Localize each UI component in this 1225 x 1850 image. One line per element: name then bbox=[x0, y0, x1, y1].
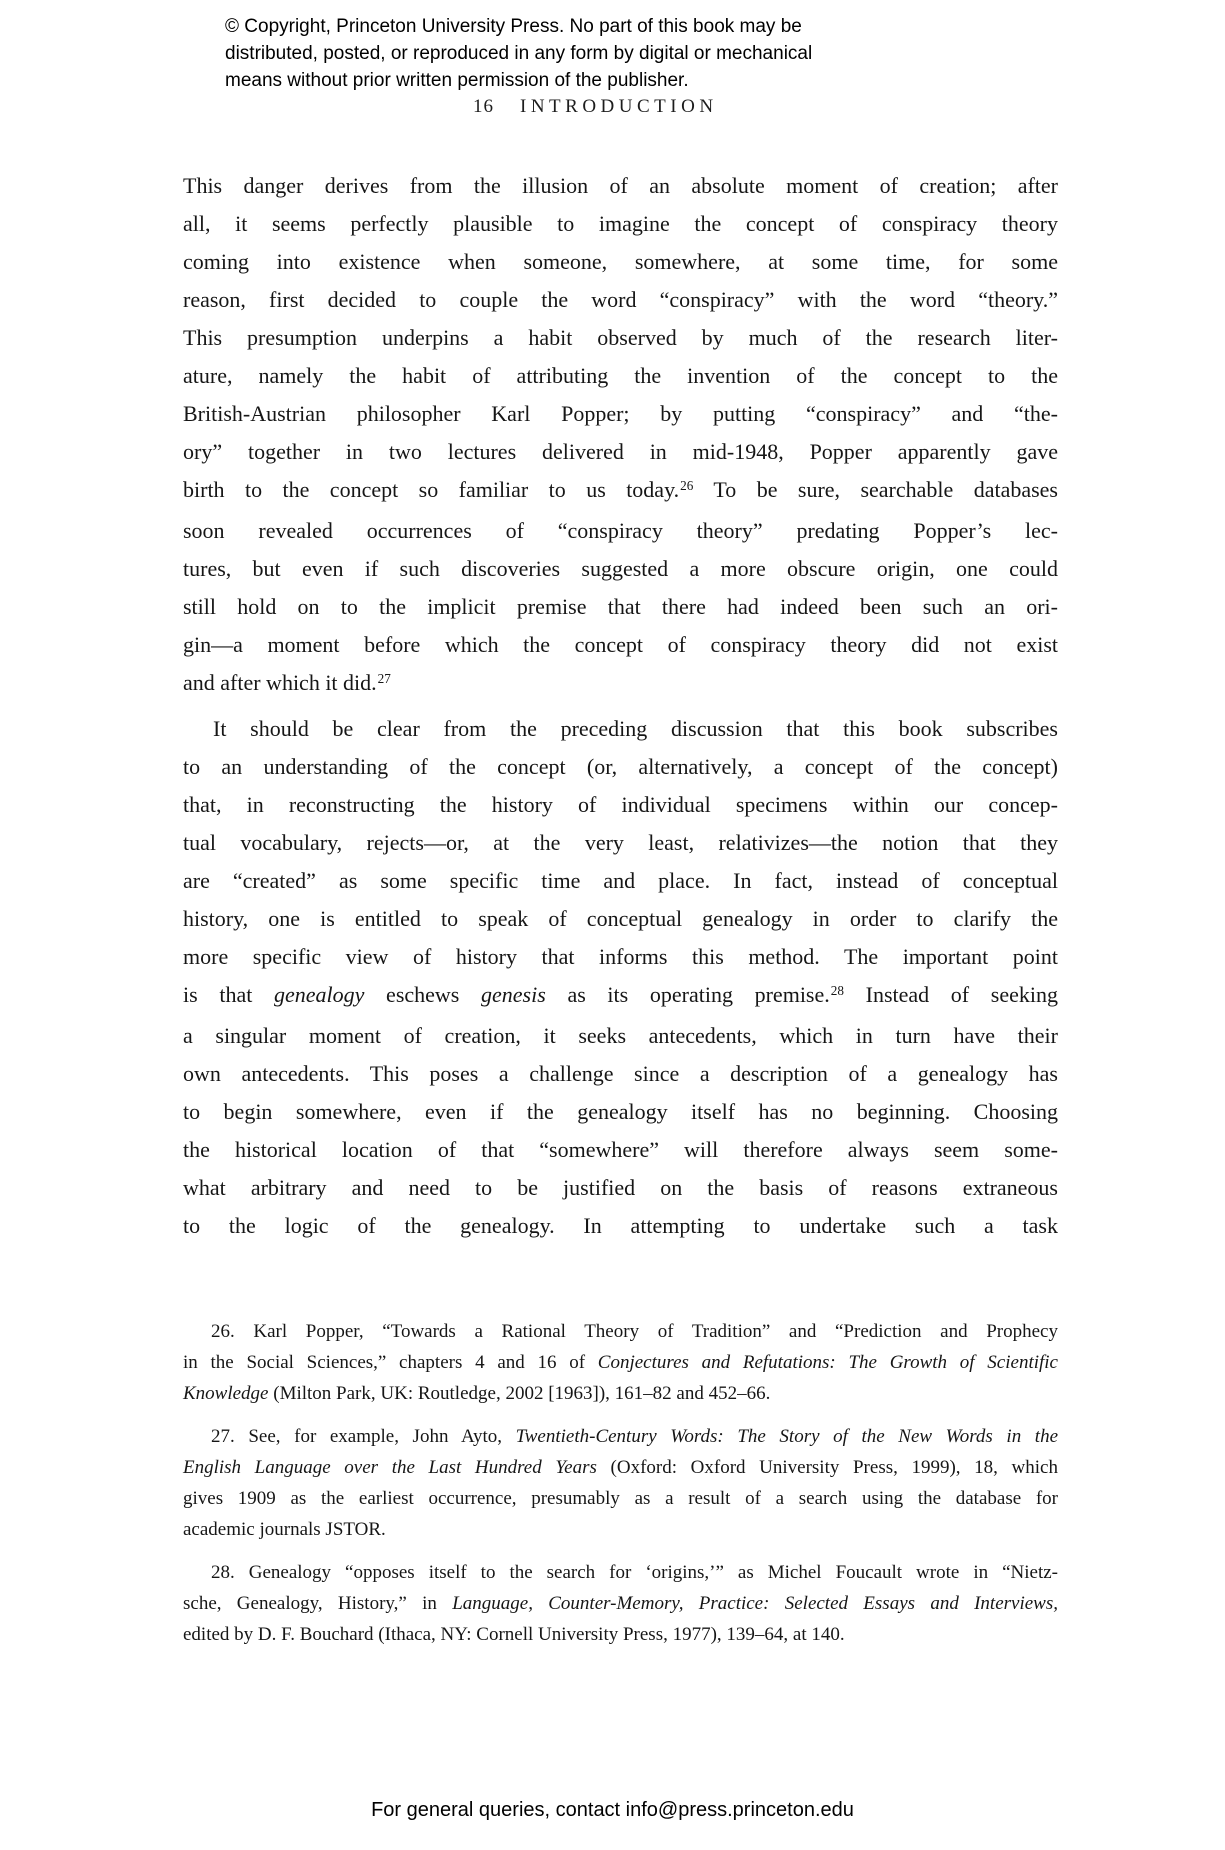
page-number: 16 bbox=[473, 96, 494, 117]
text-line: It should be clear from the preceding discussion that this book subscribes bbox=[213, 716, 1058, 741]
text-line: a singular moment of creation, it seeks antecedents, which in turn have their bbox=[183, 1023, 1058, 1048]
italic-text: Conjectures and Refutations: The Growth of Scientific bbox=[597, 1352, 1058, 1373]
text-line: gives 1909 as the earliest occurrence, presumably as a result of a search using the database for bbox=[183, 1488, 1058, 1509]
text-line: 27. See, for example, John Ayto, Twentieth-Century Words: The Story of the New Words in the bbox=[211, 1426, 1058, 1447]
text-line: British-Austrian philosopher Karl Popper; by putting “conspiracy” and “the- bbox=[183, 401, 1058, 426]
text-line: This presumption underpins a habit observed by much of the research liter- bbox=[183, 325, 1058, 350]
text-line: English Language over the Last Hundred Years (Oxford: Oxford University Press, 1999), 18, which bbox=[183, 1457, 1058, 1478]
text-line: tures, but even if such discoveries suggested a more obscure origin, one could bbox=[183, 556, 1058, 581]
running-head-title: INTRODUCTION bbox=[520, 96, 718, 117]
text-line: and after which it did.$^{27}$ bbox=[183, 670, 391, 695]
italic-text: Knowledge bbox=[183, 1383, 269, 1404]
text-line: ature, namely the habit of attributing the invention of the concept to the bbox=[183, 363, 1058, 388]
text-line: edited by D. F. Bouchard (Ithaca, NY: Cornell University Press, 1977), 139–64, at 140. bbox=[183, 1624, 845, 1645]
text-line: are “created” as some specific time and place. In fact, instead of conceptual bbox=[183, 868, 1058, 893]
text-line: what arbitrary and need to be justified on the basis of reasons extraneous bbox=[183, 1175, 1058, 1200]
italic-text: genesis bbox=[481, 982, 546, 1007]
italic-text: Language, Counter-Memory, Practice: Selected Essays and Interviews, bbox=[452, 1593, 1058, 1614]
text-line: is that genealogy eschews genesis as its operating premise.$^{28}$ Instead of seeking bbox=[183, 982, 1058, 1007]
text-line: birth to the concept so familiar to us today.$^{26}$ To be sure, searchable databases bbox=[183, 477, 1058, 502]
text-line: 28. Genealogy “opposes itself to the search for ‘origins,’” as Michel Foucault wrote in “Nietz- bbox=[211, 1562, 1058, 1583]
running-head bbox=[473, 96, 718, 118]
italic-text: English Language over the Last Hundred Years bbox=[183, 1457, 597, 1478]
footnote-marker: 26 bbox=[680, 477, 694, 493]
italic-text: genealogy bbox=[273, 982, 365, 1007]
text-line: the historical location of that “somewhere” will therefore always seem some- bbox=[183, 1137, 1058, 1162]
text-line: distributed, posted, or reproduced in any form by digital or mechanical bbox=[225, 43, 813, 64]
text-line: that, in reconstructing the history of individual specimens within our concep- bbox=[183, 792, 1058, 817]
text-line: © Copyright, Princeton University Press. No part of this book may be bbox=[225, 16, 802, 37]
text-line: more specific view of history that informs this method. The important point bbox=[183, 944, 1058, 969]
footnotes-section bbox=[183, 1316, 1058, 1662]
text-line: This danger derives from the illusion of an absolute moment of creation; after bbox=[183, 173, 1058, 198]
text-line: coming into existence when someone, somewhere, at some time, for some bbox=[183, 249, 1058, 274]
text-line: means without prior written permission of the publisher. bbox=[225, 70, 689, 91]
body-text bbox=[183, 167, 1058, 1245]
text-line: reason, first decided to couple the word “conspiracy” with the word “theory.” bbox=[183, 287, 1058, 312]
text-line: ory” together in two lectures delivered in mid-1948, Popper apparently gave bbox=[183, 439, 1058, 464]
footnote-28 bbox=[183, 1557, 1058, 1650]
text-line: to begin somewhere, even if the genealogy itself has no beginning. Choosing bbox=[183, 1099, 1058, 1124]
footer-contact-line: For general queries, contact info@press.princeton.edu bbox=[371, 1799, 854, 1821]
footnote-marker: 27 bbox=[377, 670, 391, 686]
text-line: Knowledge (Milton Park, UK: Routledge, 2002 [1963]), 161–82 and 452–66. bbox=[183, 1383, 771, 1404]
text-line: still hold on to the implicit premise that there had indeed been such an ori- bbox=[183, 594, 1058, 619]
italic-text: Twentieth-Century Words: The Story of the New Words in the bbox=[515, 1426, 1058, 1447]
text-line: tual vocabulary, rejects—or, at the very least, relativizes—the notion that they bbox=[183, 830, 1058, 855]
paragraph-2 bbox=[183, 710, 1058, 1245]
text-line: to the logic of the genealogy. In attempting to undertake such a task bbox=[183, 1213, 1058, 1238]
paragraph-1 bbox=[183, 167, 1058, 705]
text-line: 26. Karl Popper, “Towards a Rational Theory of Tradition” and “Prediction and Prophecy bbox=[211, 1321, 1058, 1342]
text-line: academic journals JSTOR. bbox=[183, 1519, 386, 1540]
text-line: sche, Genealogy, History,” in Language, Counter-Memory, Practice: Selected Essays and Interviews, bbox=[183, 1593, 1058, 1614]
footnote-marker: 28 bbox=[830, 982, 844, 998]
text-line: own antecedents. This poses a challenge since a description of a genealogy has bbox=[183, 1061, 1058, 1086]
text-line: in the Social Sciences,” chapters 4 and 16 of Conjectures and Refutations: The Growth of Scientific bbox=[183, 1352, 1058, 1373]
footnote-27 bbox=[183, 1421, 1058, 1545]
text-line: to an understanding of the concept (or, alternatively, a concept of the concept) bbox=[183, 754, 1058, 779]
text-line: all, it seems perfectly plausible to imagine the concept of conspiracy theory bbox=[183, 211, 1058, 236]
page-footer bbox=[0, 1799, 1225, 1822]
text-line: history, one is entitled to speak of conceptual genealogy in order to clarify the bbox=[183, 906, 1058, 931]
copyright-notice bbox=[225, 13, 985, 94]
footnote-26 bbox=[183, 1316, 1058, 1409]
text-line: soon revealed occurrences of “conspiracy theory” predating Popper’s lec- bbox=[183, 518, 1058, 543]
text-line: gin—a moment before which the concept of conspiracy theory did not exist bbox=[183, 632, 1058, 657]
